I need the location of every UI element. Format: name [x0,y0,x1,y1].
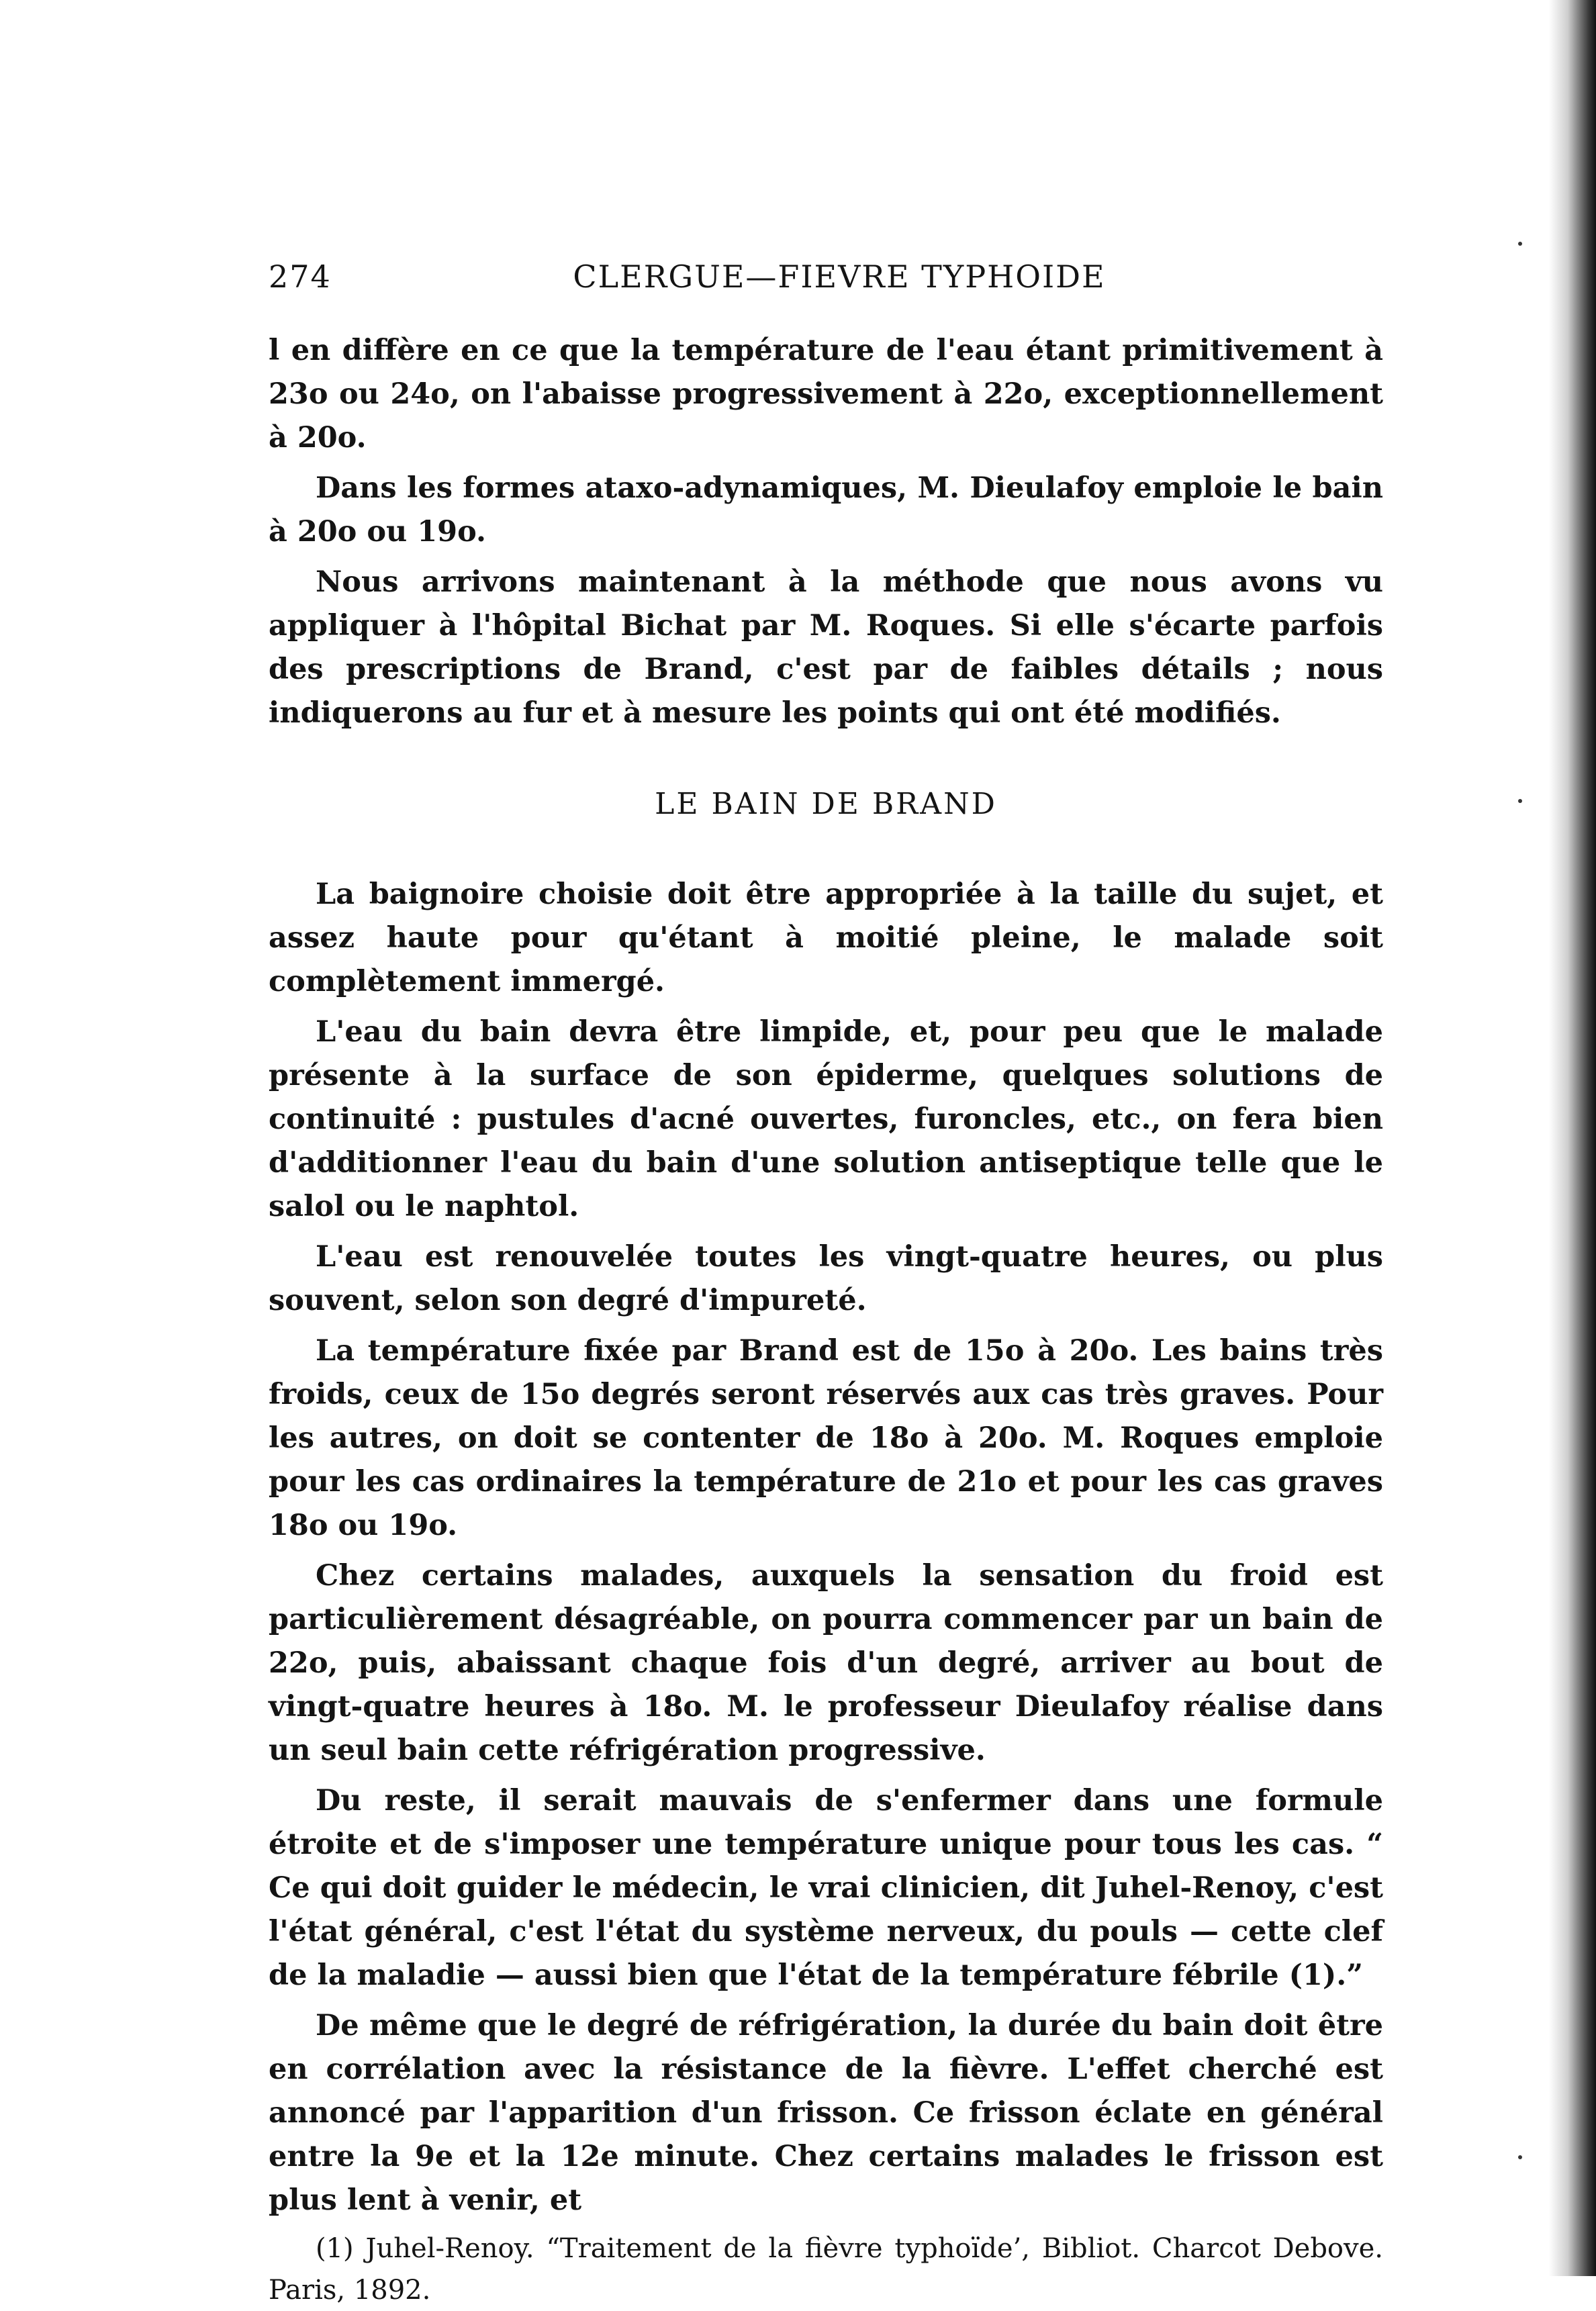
paragraph: l en diffère en ce que la température de l'eau étant primitivement à 23o ou 24o, on l'abaisse progressivement à 22o, exceptionnellement à 20o. [269,334,1383,455]
page-number: 274 [269,258,332,295]
paragraph: Du reste, il serait mauvais de s'enfermer dans une formule étroite et de s'imposer une température unique pour tous les cas. “ Ce qui doit guider le médecin, le vrai clinicien, dit Juhel-Renoy, c'est l'état général, c'est l'état du système nerveux, du pouls — cette clef de la maladie — aussi bien que l'état de la température fébrile (1).” [269,1784,1383,1992]
scan-speck [1518,799,1522,803]
scan-speck [1518,242,1522,246]
page-body [269,329,1383,2311]
paragraph: L'eau du bain devra être limpide, et, pour peu que le malade présente à la surface de son épiderme, quelques solutions de continuité : pustules d'acné ouvertes, furoncles, etc., on fera bien d'additionner l'eau du bain d'une solution antiseptique telle que le salol ou le naphtol. [269,1015,1383,1223]
footnote: (1) Juhel-Renoy. “Traitement de la fièvre typhoïde’, Bibliot. Charcot Debove. Paris, 1892. [269,2233,1383,2306]
page-header [269,258,1383,305]
paragraph: Chez certains malades, auxquels la sensation du froid est particulièrement désagréable, on pourra commencer par un bain de 22o, puis, abaissant chaque fois d'un degré, arriver au bout de vingt-quatre heures à 18o. M. le professeur Dieulafoy réalise dans un seul bain cette réfrigération progressive. [269,1559,1383,1767]
paragraph: La température fixée par Brand est de 15o à 20o. Les bains très froids, ceux de 15o degrés seront réservés aux cas très graves. Pour les autres, on doit se contenter de 18o à 20o. M. Roques emploie pour les cas ordinaires la température de 21o et pour les cas graves 18o ou 19o. [269,1334,1383,1542]
running-title: CLERGUE—FIEVRE TYPHOIDE [573,258,1106,295]
paragraph: De même que le degré de réfrigération, la durée du bain doit être en corrélation avec la résistance de la fièvre. L'effet cherché est annoncé par l'apparition d'un frisson. Ce frisson éclate en général entre la 9e et la 12e minute. Chez certains malades le frisson est plus lent à venir, et [269,2009,1383,2217]
paragraph: Nous arrivons maintenant à la méthode que nous avons vu appliquer à l'hôpital Bichat par M. Roques. Si elle s'écarte parfois des prescriptions de Brand, c'est par de faibles détails ; nous indiquerons au fur et à mesure les points qui ont été modifiés. [269,565,1383,730]
section-heading: LE BAIN DE BRAND [655,787,997,821]
page-edge-shadow [1549,0,1596,2276]
paragraph: Dans les formes ataxo-adynamiques, M. Dieulafoy emploie le bain à 20o ou 19o. [269,471,1383,549]
scan-speck [1518,2155,1522,2159]
paragraph: L'eau est renouvelée toutes les vingt-quatre heures, ou plus souvent, selon son degré d'impureté. [269,1240,1383,1317]
paragraph: La baignoire choisie doit être appropriée à la taille du sujet, et assez haute pour qu'étant à moitié pleine, le malade soit complètement immergé. [269,878,1383,998]
